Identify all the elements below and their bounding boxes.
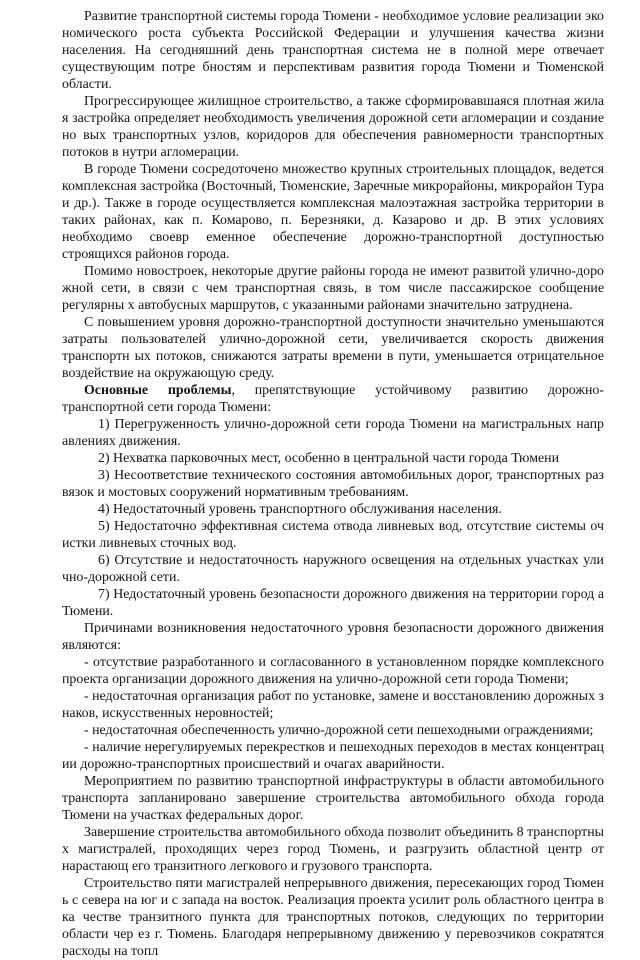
paragraph-bypass-completion: Завершение строительства автомобильного обхода позволит объединить 8 транспортны х магистралей, проходящих через город Тюмень, и разгрузить областной центр от нарастающ его транзитного легкового и грузового транспорта. xyxy=(62,825,604,874)
paragraph-accessibility: С повышением уровня дорожно-транспортной доступности значительно уменьшаются затраты пользователей улично-дорожной сети, увеличивается скорость движения транспортн ых потоков, снижаются затраты времени в пути, уменьшается отрицательное воздействие на окружающую среду. xyxy=(62,315,604,381)
cause-item: - отсутствие разработанного и согласованного в установленном порядке комплексного проекта организации дорожного движения на улично-дорожной сети города Тюмени; xyxy=(62,655,604,687)
problem-item: 4) Недостаточный уровень транспортного обслуживания населения. xyxy=(98,502,502,517)
paragraph-highways: Строительство пяти магистралей непрерывного движения, пересекающих город Тюмен ь с севера на юг и с запада на восток. Реализация проекта усилит роль областного центра в ка честве транзитного пункта для транспортных потоков, следующих по территории области чер ез г. Тюмень. Благодаря непрерывному движению у перевозчиков сократятся расходы на топл xyxy=(62,876,604,959)
problem-item: 1) Перегруженность улично-дорожной сети города Тюмени на магистральных напр авлениях движения. xyxy=(62,417,604,449)
problems-lead-rest: , препятствующие устойчивому развитию дорожно-транспортной сети города Тюмени: xyxy=(62,383,604,415)
problem-item: 3) Несоответствие технического состояния автомобильных дорог, транспортных раз вязок и мостовых сооружений нормативным требованиям. xyxy=(62,468,604,500)
paragraph-intro: Развитие транспортной системы города Тюмени - необходимое условие реализации эко номического роста субъекта Российской Федерации и улучшения качества жизни населения. На сегодняшний день транспортная система не в полной мере отвечает существующим потре бностям и перспективам развития города Тюмени и Тюменской области. xyxy=(62,9,604,92)
paragraph-bypass-plan: Мероприятием по развитию транспортной инфраструктуры в области автомобильного транспорта запланировано завершение строительства автомобильного обхода города Тюмени на участках федеральных дорог. xyxy=(62,774,604,823)
paragraph-housing: Прогрессирующее жилищное строительство, а также сформировавшаяся плотная жила я застройка определяет необходимость увеличения дорожной сети агломерации и создание но вых транспортных узлов, коридоров для обеспечения равномерности транспортных потоков в нутри агломерации. xyxy=(62,94,604,160)
problem-item: 6) Отсутствие и недостаточность наружного освещения на отдельных участках ули чно-дорожной сети. xyxy=(62,553,604,585)
problems-lead xyxy=(62,382,604,416)
problem-item: 2) Нехватка парковочных мест, особенно в центральной части города Тюмени xyxy=(98,451,560,466)
paragraph-other-districts: Помимо новостроек, некоторые другие районы города не имеют развитой улично-доро жной сети, в связи с чем транспортная связь, в том числе пассажирское сообщение регулярны х автобусных маршрутов, с указанными районами значительно затруднена. xyxy=(62,264,604,313)
problem-item: 5) Недостаточно эффективная система отвода ливневых вод, отсутствие системы оч истки ливневых сточных вод. xyxy=(62,519,604,551)
cause-item: - наличие нерегулируемых перекрестков и пешеходных переходов в местах концентрац ии дорожно-транспортных происшествий и очагах аварийности. xyxy=(62,740,604,772)
problems-lead-bold: Основные проблемы xyxy=(84,383,232,398)
problem-item: 7) Недостаточный уровень безопасности дорожного движения на территории город а Тюмени. xyxy=(62,587,604,619)
causes-lead: Причинами возникновения недостаточного уровня безопасности дорожного движения являются: xyxy=(62,621,604,653)
paragraph-construction: В городе Тюмени сосредоточено множество крупных строительных площадок, ведется комплексная застройка (Восточный, Тюменские, Заречные микрорайоны, микрорайон Тура и др.). Также в городе осуществляется комплексная малоэтажная застройка территории в таких районах, как п. Комарово, п. Березняки, д. Казарово и др. В этих условиях необходимо своевр еменное обеспечение дорожно-транспортной доступностью строящихся районов города. xyxy=(62,162,604,262)
cause-item: - недостаточная организация работ по установке, замене и восстановлению дорожных з наков, искусственных неровностей; xyxy=(62,689,604,721)
cause-item: - недостаточная обеспеченность улично-дорожной сети пешеходными ограждениями; xyxy=(84,723,594,738)
